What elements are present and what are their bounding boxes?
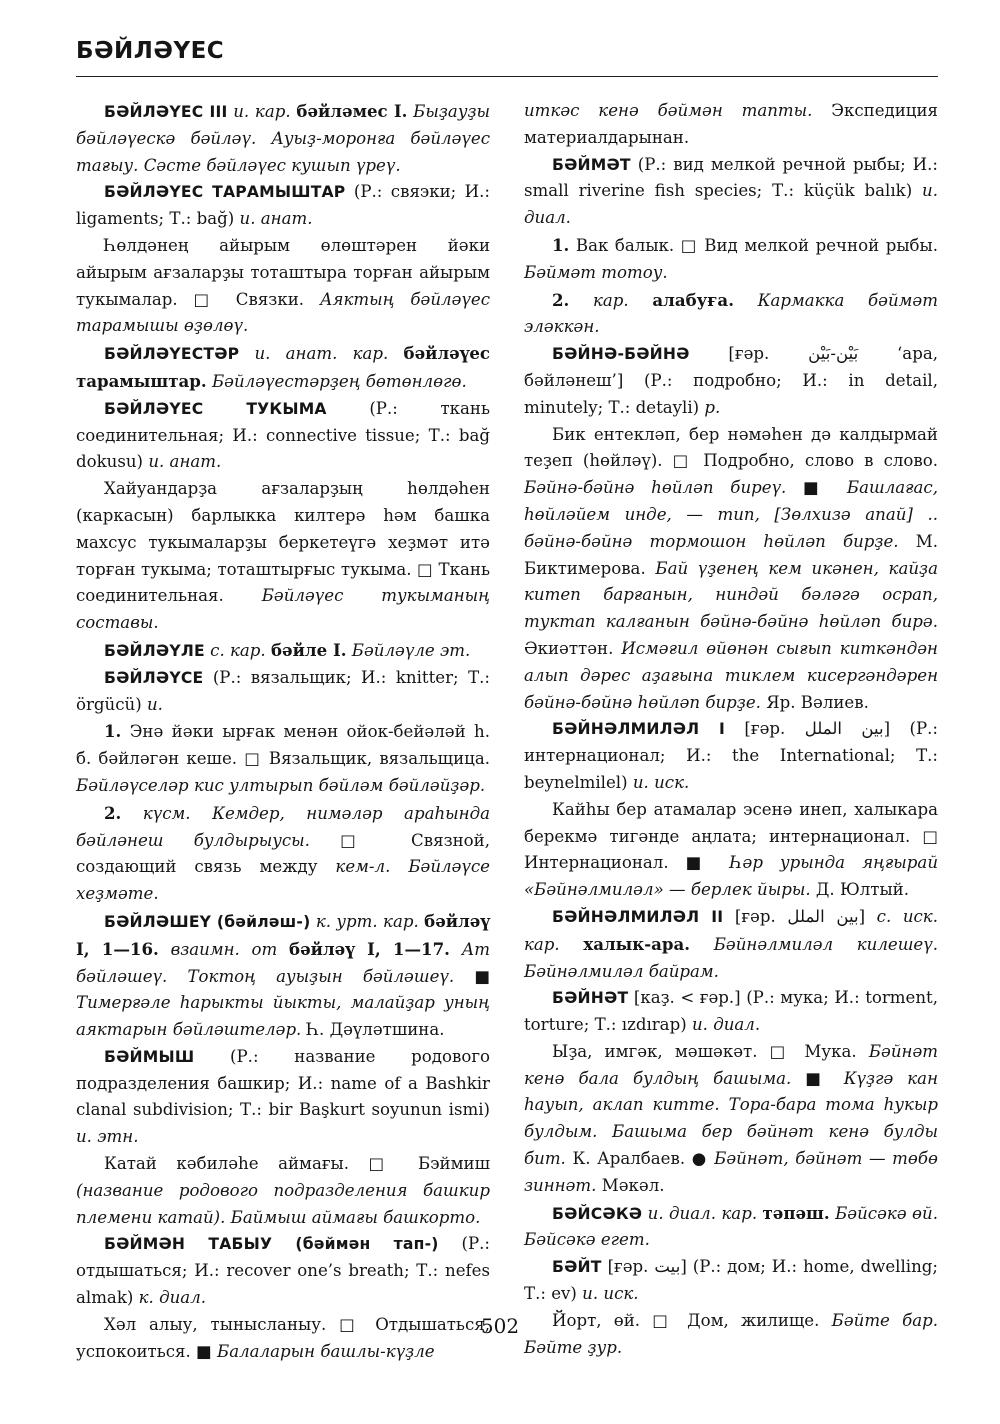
- headword: БӘЙЛӘШЕҮ (бәйләш-): [104, 912, 311, 931]
- dictionary-entry: [76, 908, 490, 1044]
- entry-text: (название родового подразделения башкир племени катай). Баймыш аймағы башкорто.: [76, 1180, 490, 1227]
- dictionary-entry: [524, 1254, 938, 1308]
- dictionary-entry: [76, 1151, 490, 1231]
- entry-text: [239, 344, 254, 363]
- entry-text: алабуға.: [652, 289, 734, 310]
- entry-text: К. Аралбаев. ●: [565, 1149, 715, 1169]
- right-column: [524, 98, 938, 1361]
- entry-text: халык-ара.: [583, 933, 691, 954]
- entry-text: Бик ентекләп, бер нәмәһен дә калдырмай теҙеп (һөйләү). □ Подробно, слово в слово.: [524, 424, 938, 471]
- headword: БӘЙНӘЛМИЛӘЛ II: [552, 907, 724, 926]
- dictionary-entry: [76, 179, 490, 233]
- entry-text: р.: [704, 397, 721, 417]
- entry-text: 2.: [104, 802, 122, 823]
- dictionary-entry: [524, 152, 938, 232]
- entry-text: [629, 291, 653, 310]
- entry-text: Катай кәбиләһе аймағы. □ Бэймиш: [104, 1154, 490, 1174]
- entry-text: [388, 344, 403, 363]
- entry-text: Һ. Дәүләтшина.: [301, 1020, 445, 1040]
- entry-text: Әкиәттән.: [524, 638, 622, 658]
- entry-text: [каҙ. < ғәр.] (Р.: мука; И.: torment, torture; Т.: ızdırap): [524, 988, 938, 1035]
- entry-text: Бәйләүес тукыманың составы.: [76, 586, 491, 633]
- entry-text: и. анат.: [148, 452, 222, 472]
- entry-text: күсм. Кемдер, нимәләр араһында бәйләнеш булдырыусы.: [76, 803, 490, 850]
- entry-text: Ыҙа, имгәк, мәшәкәт. □ Мука.: [552, 1041, 869, 1061]
- entry-text: [450, 940, 462, 959]
- dictionary-entry: [76, 396, 490, 476]
- entry-text: [159, 940, 171, 959]
- headword: БӘЙЛӘҮЕСТӘР: [104, 345, 240, 364]
- entry-text: Йорт, өй. □ Дом, жилище.: [552, 1310, 832, 1330]
- dictionary-entry: [524, 341, 938, 421]
- entry-text: (Р.: свяэки; И.: ligaments; Т.: bağ): [76, 182, 491, 229]
- dictionary-entry: [524, 797, 938, 904]
- headword: БӘЙНӘ-БӘЙНӘ: [552, 345, 690, 364]
- entry-text: (Р.: название родового подразделения башкир; И.: name of a Bashkir clanal subdivision; Т.: bir Başkurt soyunun ismi): [76, 1046, 490, 1120]
- entry-text: Бәйсәкә өй. Бәйсәкә егет.: [524, 1203, 939, 1250]
- entry-text: кем-л.: [335, 857, 391, 877]
- headword: БӘЙТ: [552, 1258, 602, 1277]
- headword: БӘЙНӘЛМИЛӘЛ I: [552, 720, 726, 739]
- dictionary-entry: [524, 716, 938, 796]
- entry-text: Яр. Вәлиев.: [760, 692, 869, 712]
- entry-text: Кайһы бер атамалар эсенә инеп, халыкара берекмә тигәнде аңлата; интернационал. □ Интернационал. ■: [524, 799, 938, 873]
- entry-text: ■: [791, 1068, 844, 1088]
- entry-text: Бәйләүестәрҙең бөтөнлөгө.: [211, 371, 467, 391]
- entry-text: Бәйләүселәр кис ултырып бәйләм бәйләйҙәр.: [76, 775, 486, 795]
- entry-text: Һәр урында яңғырай «Бәйнәлмиләл» — берлек йыры.: [524, 853, 939, 900]
- entry-text: и. анат.: [239, 209, 313, 229]
- headword: БӘЙМӘН ТАБЫУ (бәймән тап-): [104, 1235, 439, 1254]
- entry-text: Хәл алыу, тынысланыу. □ Отдышаться, успокоиться. ■: [76, 1314, 490, 1361]
- dictionary-entry: [524, 422, 938, 717]
- dictionary-entry: [76, 1044, 490, 1151]
- entry-text: Бәйте бар. Бәйте ҙур.: [524, 1310, 939, 1357]
- dictionary-entry: [524, 232, 938, 287]
- entry-text: Д. Юлтый.: [810, 880, 910, 900]
- entry-text: [277, 940, 289, 959]
- entry-text: бәйләүес тарамыштар.: [76, 343, 491, 391]
- entry-text: Бәйнәлмиләл килешеү. Бәйнәлмиләл байрам.: [524, 934, 938, 981]
- entry-text: [ғәр. بين الملل]: [723, 906, 877, 926]
- headword: БӘЙНӘТ: [552, 989, 629, 1008]
- entry-text: и. диал. кар.: [647, 1203, 758, 1223]
- entry-text: ■: [454, 966, 490, 986]
- dictionary-entry: [524, 1200, 938, 1255]
- entry-text: Бәймәт тотоу.: [524, 262, 668, 282]
- entry-text: 2.: [552, 289, 570, 310]
- entry-text: Бәйнә-бәйнә һөйләп биреү.: [524, 478, 787, 498]
- entry-text: [ғәр. بين الملل] (Р.: интернационал; И.: the International; Т.: beynelmilel): [524, 719, 938, 792]
- dictionary-entry: [76, 665, 490, 719]
- entry-text: и. кар.: [233, 102, 291, 121]
- entry-text: [690, 935, 714, 954]
- entry-text: к. диал.: [138, 1288, 207, 1308]
- entry-text: Кармакка бәймәт эләккән.: [524, 290, 938, 337]
- entry-text: Хайуандарҙа ағзаларҙың һөлдәһен (каркасын) барлыкка килтерә һәм башка махсус тукымаларҙы беркетеүгә хеҙмәт итә торған тукыма; тоташтырғыс тукыма. □ Ткань соединительная.: [76, 479, 490, 606]
- entry-text: [390, 857, 408, 876]
- entry-text: бәйләү I, 1—17.: [289, 938, 450, 959]
- entry-text: Энә йәки ырғак менән ойок-бейәләй һ. б. бәйләгән кеше. □ Вязальщик, вязальщица.: [76, 722, 490, 769]
- entry-text: Башлағас, һөйләйем инде, — тип, [Зөлхизә апай] .. бәйнә-бәйнә тормошон һөйләп бирҙе.: [524, 478, 939, 551]
- entry-text: Бәйләүле эт.: [351, 640, 471, 660]
- entry-text: (Р.: отдышаться; И.: recover one’s breath; Т.: nefes almak): [76, 1234, 490, 1308]
- headword: БӘЙСӘКӘ: [552, 1204, 643, 1223]
- entry-text: Ат бәйләшеү. Токтоң ауыҙын бәйләшеү.: [76, 939, 490, 986]
- entry-text: (Р.: вид мелкой речной рыбы; И.: small riverine fish species; Т.: küçük balık): [524, 154, 938, 201]
- entry-text: [121, 804, 143, 823]
- entry-text: [734, 291, 758, 310]
- entry-text: [569, 291, 593, 310]
- entry-text: и. этн.: [76, 1127, 139, 1147]
- entry-text: с. иск. кар.: [524, 906, 938, 954]
- headword: БӘЙЛӘҮЕС III: [104, 103, 228, 121]
- entry-text: бәйләү I, 1—16.: [76, 910, 490, 959]
- entry-text: Вак балык. □ Вид мелкой речной рыбы.: [569, 235, 938, 255]
- headword: БӘЙМЫШ: [104, 1047, 195, 1066]
- dictionary-entry: [76, 637, 490, 665]
- entry-text: и. иск.: [582, 1284, 639, 1304]
- entry-text: и. иск.: [632, 772, 690, 792]
- entry-text: Тимерғәле һарыкты йыкты, малайҙар уның аяктарын бәйләштеләр.: [76, 993, 490, 1040]
- dictionary-entry: [76, 718, 490, 799]
- entry-text: кар.: [593, 290, 629, 310]
- entry-text: [ғәр. بيت] (Р.: дом; И.: home, dwelling; Т.: ev): [524, 1257, 938, 1304]
- page-number: 502: [480, 1314, 520, 1338]
- entry-text: иткәс кенә бәймән тапты.: [524, 101, 813, 120]
- entry-text: Бәйнәт кенә бала булдың башыма.: [524, 1041, 938, 1088]
- entry-text: Исмәғил өйөнән сығып киткәндән алып дәрес аҙағына тиклем кисергәндәрен бәйнә-бәйнә һөйләп бирҙе.: [524, 638, 938, 712]
- dictionary-entry: [76, 340, 490, 396]
- headword: БӘЙЛӘҮЛЕ: [104, 641, 205, 660]
- entry-text: Мәкәл.: [596, 1175, 665, 1195]
- entry-text: (Р.: ткань соединительная; И.: connective tissue; Т.: bağ dokusu): [76, 398, 491, 472]
- entry-text: Аяктың бәйләүес тарамышы өҙөлөү.: [76, 289, 490, 336]
- dictionary-entry: [524, 1039, 938, 1200]
- entry-text: Һөлдәнең айырым өлөштәрен йәки айырым ағзаларҙы тоташтыра торған айырым тукымалар. □ Связки.: [76, 235, 490, 309]
- entry-text: с. кар.: [210, 640, 266, 660]
- entry-text: Балаларын башлы-күҙле: [217, 1341, 435, 1361]
- dictionary-entry: [76, 1231, 490, 1311]
- entry-text: [ғәр. بَيْن-بَيْن ‘ара, бәйләнеш’] (Р.: подробно; И.: in detail, minutely; Т.: detayli): [524, 344, 938, 417]
- entry-text: и.: [146, 694, 163, 714]
- entry-text: [560, 935, 584, 954]
- headword: БӘЙЛӘҮСЕ: [104, 668, 204, 687]
- entry-text: и. диал.: [691, 1015, 761, 1035]
- dictionary-entry: [76, 233, 490, 340]
- entry-text: Бәйләүсе хеҙмәте.: [76, 857, 490, 904]
- headword: БӘЙЛӘҮЕС ТУКЫМА: [104, 399, 327, 418]
- dictionary-entry: [524, 904, 938, 985]
- entry-text: Быҙауҙы бәйләүескә бәйләү. Ауыҙ-моронға бәйләүес тағыу. Сәсте бәйләүес кушып үреү.: [76, 102, 491, 175]
- header-rule: [76, 76, 938, 77]
- entry-text: Күҙгә кан һауып, аклап китте. Тора-бара тома һукыр булдым. Башыма бер бәйнәт кенә булды бит.: [524, 1068, 939, 1169]
- entry-text: Экспедиция материалдарынан.: [524, 101, 938, 147]
- headword: БӘЙЛӘҮЕС ТАРАМЫШТАР: [104, 183, 346, 202]
- entry-text: ■: [786, 478, 847, 498]
- dictionary-entry: [76, 98, 490, 179]
- entry-text: (Р.: вязальщик; И.: knitter; Т.: örgücü): [76, 667, 490, 714]
- dictionary-entry: [524, 287, 938, 342]
- entry-text: к. урт. кар.: [315, 911, 419, 931]
- headword: БӘЙМӘТ: [552, 155, 631, 174]
- dictionary-entry: [76, 476, 490, 637]
- entry-text: тәпәш.: [762, 1202, 830, 1223]
- dictionary-entry: [524, 985, 938, 1039]
- entry-text: взаимн. от: [170, 939, 278, 959]
- dictionary-entry: [76, 800, 490, 908]
- entry-text: бәйле I.: [270, 639, 347, 660]
- left-column: [76, 98, 490, 1365]
- entry-text: и. диал.: [524, 181, 938, 228]
- entry-text: 1.: [552, 234, 570, 255]
- entry-text: бәйләмес I.: [296, 101, 408, 121]
- entry-text: М. Биктимерова.: [524, 531, 938, 578]
- entry-text: □ Связной, создающий связь между: [76, 830, 491, 877]
- entry-text: 1.: [104, 721, 122, 742]
- running-head: БӘЙЛӘҮЕС: [76, 38, 225, 64]
- entry-text: Бәйнәт, бәйнәт — төбө зиннәт.: [524, 1149, 939, 1195]
- entry-text: и. анат. кар.: [254, 344, 389, 364]
- dictionary-entry: [524, 98, 938, 152]
- entry-text: Бай үҙенең кем икәнен, кайҙа китеп барғанын, ниндәй бәләгә осрап, туктап калғанын бәйнә-бәйнә һөйләп бирә.: [524, 558, 938, 632]
